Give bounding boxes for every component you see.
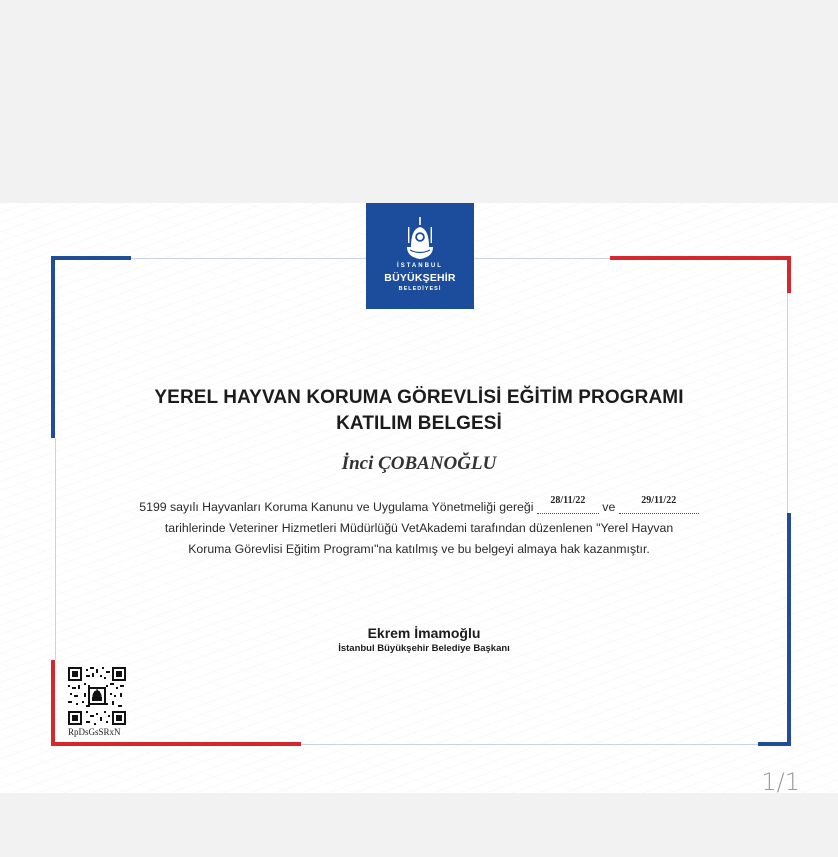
- signatory-title: İstanbul Büyükşehir Belediye Başkanı: [338, 643, 510, 654]
- corner-top-right-vertical: [787, 256, 791, 293]
- logo-line-belediyesi: BELEDİYESİ: [398, 286, 442, 292]
- verification-code: RpDsGsSRxN: [68, 727, 121, 737]
- start-date-field: [537, 495, 599, 514]
- body-line-3: Koruma Görevlisi Eğitim Programı"na katılmış ve bu belgeyi almaya hak kazanmıştır.: [188, 542, 650, 556]
- certificate-subtitle: KATILIM BELGESİ: [336, 413, 502, 434]
- corner-bottom-left-vertical: [51, 660, 55, 746]
- body-line-1: [0, 495, 838, 514]
- corner-bottom-right-horizontal: [758, 742, 791, 746]
- page-indicator: 1/1: [761, 768, 800, 796]
- qr-code-icon: [68, 667, 126, 725]
- logo-line-istanbul: İSTANBUL: [397, 263, 443, 269]
- corner-bottom-left-horizontal: [51, 742, 301, 746]
- body-text-part1: 5199 sayılı Hayvanları Koruma Kanunu ve Uygulama Yönetmeliği gereği: [139, 500, 534, 514]
- corner-top-right-horizontal: [610, 256, 791, 260]
- corner-top-left-vertical: [51, 256, 55, 438]
- ibb-logo: [366, 203, 474, 309]
- start-date: 28/11/22: [550, 495, 586, 506]
- recipient-name: İnci ÇOBANOĞLU: [341, 453, 497, 474]
- mosque-emblem-icon: [404, 217, 436, 261]
- end-date-field: [619, 495, 699, 514]
- body-connector: ve: [602, 500, 616, 514]
- signatory-name: Ekrem İmamoğlu: [367, 625, 481, 641]
- certificate-page: [0, 203, 838, 793]
- logo-line-buyuksehir: BÜYÜKŞEHİR: [384, 272, 456, 284]
- end-date: 29/11/22: [641, 495, 677, 506]
- body-line-2: tarihlerinde Veteriner Hizmetleri Müdürlüğü VetAkademi tarafından düzenlenen "Yerel Hayvan: [164, 521, 674, 535]
- corner-top-left-horizontal: [51, 256, 131, 260]
- frame-bottom-line: [300, 744, 758, 745]
- certificate-title: YEREL HAYVAN KORUMA GÖREVLİSİ EĞİTİM PROGRAMI: [154, 387, 684, 408]
